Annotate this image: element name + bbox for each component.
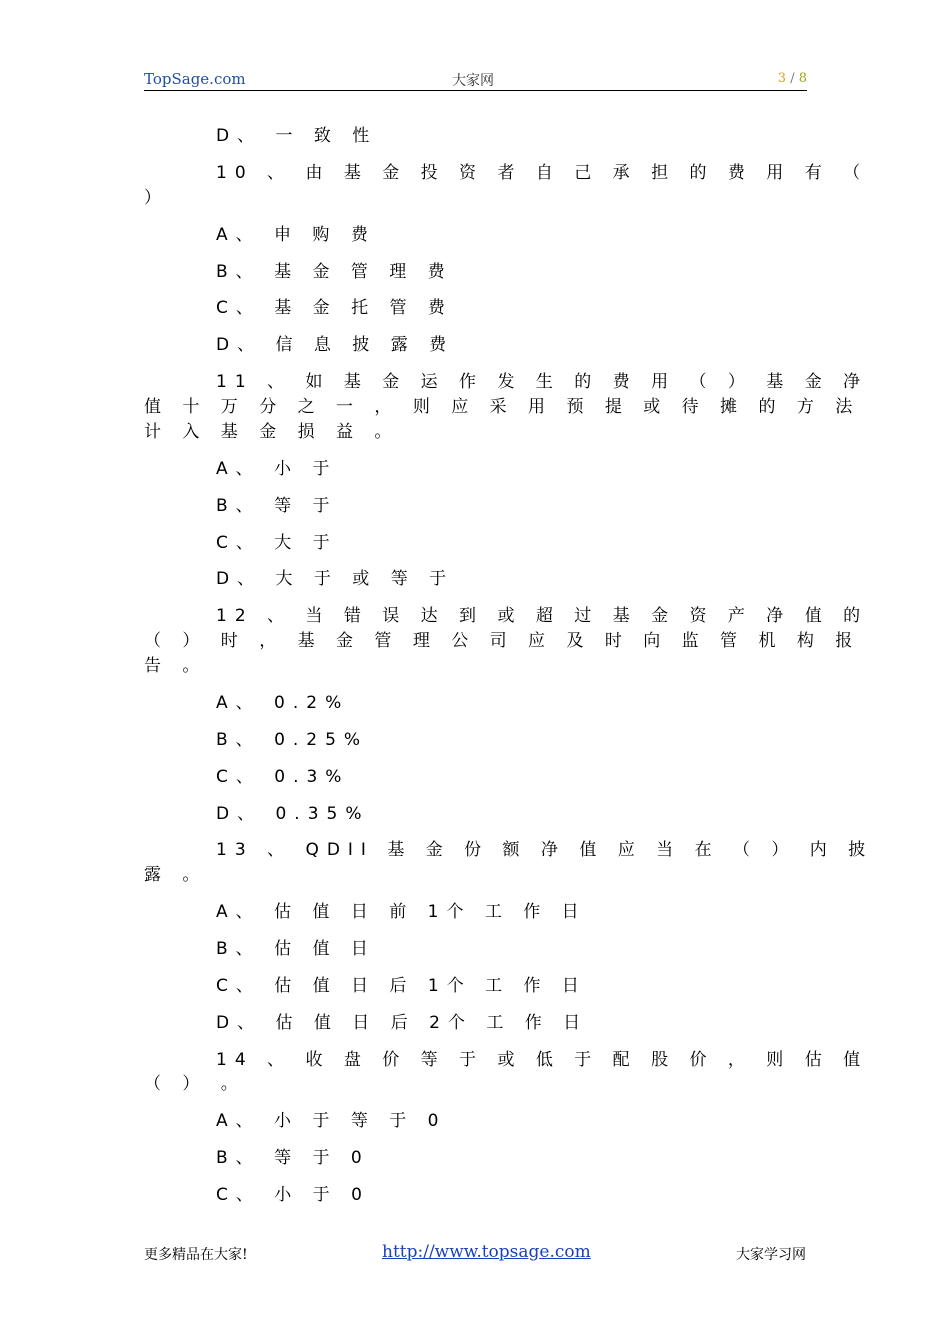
option-line: B、 等 于 0: [216, 1148, 370, 1168]
site-logo-link[interactable]: TopSage.com: [144, 70, 246, 88]
page-separator: /: [786, 71, 799, 86]
option-line: C、 0.3%: [216, 767, 350, 787]
question-line: 13 、 QDII 基 金 份 额 净 值 应 当 在 （ ） 内 披: [216, 840, 874, 860]
question-line: （ ） 时 ， 基 金 管 理 公 司 应 及 时 向 监 管 机 构 报: [144, 631, 861, 651]
question-line: ）: [144, 188, 169, 208]
option-line: B、 等 于: [216, 496, 338, 516]
option-line: B、 估 值 日: [216, 939, 376, 959]
header-title: 大家网: [452, 73, 494, 89]
option-line: A、 小 于: [216, 459, 338, 479]
option-line: D、 大 于 或 等 于: [216, 569, 455, 589]
footer-url-link[interactable]: http://www.topsage.com: [382, 1242, 591, 1262]
option-line: D、 信 息 披 露 费: [216, 335, 455, 355]
question-line: 10 、 由 基 金 投 资 者 自 己 承 担 的 费 用 有 （: [216, 163, 869, 183]
footer-slogan: 更多精品在大家!: [144, 1247, 248, 1263]
option-line: C、 小 于 0: [216, 1185, 370, 1205]
option-line: C、 基 金 托 管 费: [216, 298, 453, 318]
option-line: A、 小 于 等 于 0: [216, 1111, 447, 1131]
option-line: B、 基 金 管 理 费: [216, 262, 453, 282]
option-line: C、 估 值 日 后 1个 工 作 日: [216, 976, 587, 996]
page-current: 3: [777, 71, 787, 86]
page-indicator: [778, 71, 807, 86]
page-total: 8: [798, 71, 807, 86]
question-line: 14 、 收 盘 价 等 于 或 低 于 配 股 价 ， 则 估 值: [216, 1050, 869, 1070]
option-line: B、 0.25%: [216, 730, 369, 750]
option-line: A、 申 购 费: [216, 225, 376, 245]
question-line: 11 、 如 基 金 运 作 发 生 的 费 用 （ ） 基 金 净: [216, 372, 869, 392]
option-line: C、 大 于: [216, 533, 338, 553]
question-line: 告 。: [144, 656, 208, 676]
page-header: [144, 66, 807, 91]
option-line: D、 一 致 性: [216, 126, 378, 146]
option-line: D、 估 值 日 后 2个 工 作 日: [216, 1013, 589, 1033]
footer-site-name: 大家学习网: [736, 1247, 806, 1263]
question-line: 12 、 当 错 误 达 到 或 超 过 基 金 资 产 净 值 的: [216, 606, 869, 626]
option-line: A、 0.2%: [216, 693, 350, 713]
option-line: A、 估 值 日 前 1个 工 作 日: [216, 902, 587, 922]
option-line: D、 0.35%: [216, 804, 370, 824]
question-line: 计 入 基 金 损 益 。: [144, 422, 400, 442]
question-line: 值 十 万 分 之 一 ， 则 应 采 用 预 提 或 待 摊 的 方 法: [144, 397, 861, 417]
question-line: （ ） 。: [144, 1074, 246, 1094]
question-line: 露 。: [144, 865, 208, 885]
